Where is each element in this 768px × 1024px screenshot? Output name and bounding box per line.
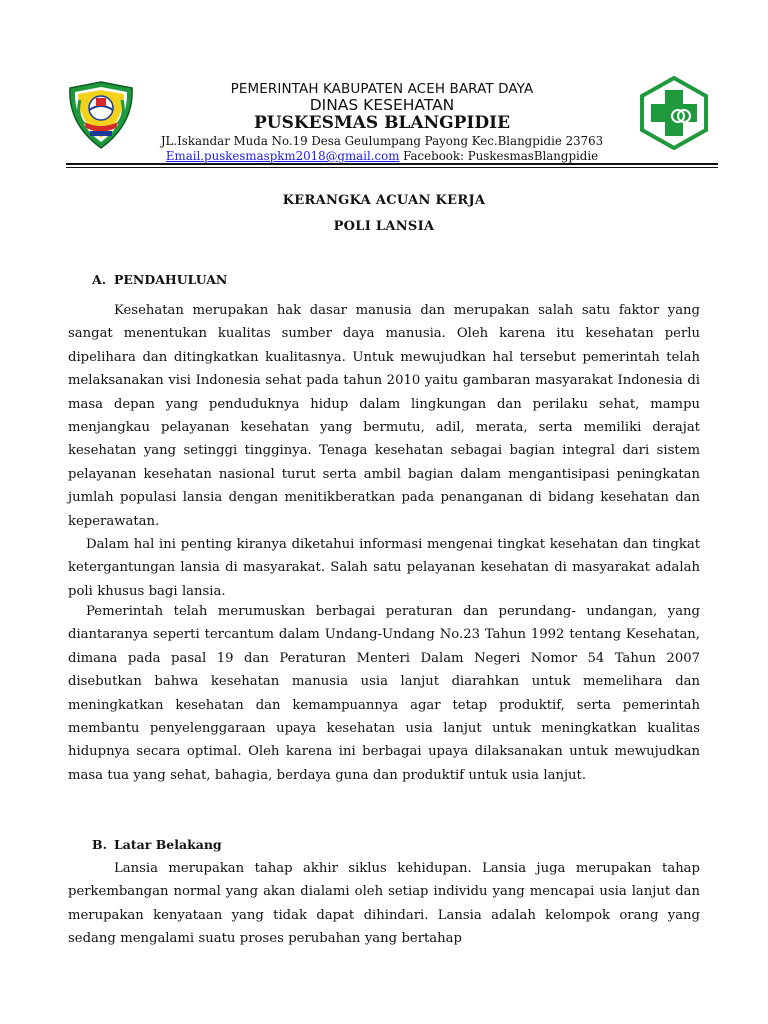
section-b-title: Latar Belakang bbox=[114, 837, 222, 852]
regency-coat-of-arms-icon bbox=[66, 80, 136, 150]
letterhead-institution: PUSKESMAS BLANGPIDIE bbox=[253, 113, 511, 133]
letterhead-divider-thick bbox=[66, 163, 718, 165]
section-b-label: B. bbox=[92, 837, 107, 852]
letterhead-address: JL.Iskandar Muda No.19 Desa Geulumpang Payong Kec.Blangpidie 23763 bbox=[160, 134, 604, 148]
letterhead-government: PEMERINTAH KABUPATEN ACEH BARAT DAYA bbox=[230, 81, 534, 97]
section-a-paragraph-2: Dalam hal ini penting kiranya diketahui informasi mengenai tingkat kesehatan dan tingkat ketergantungan lansia di masyarakat. Salah satu pelayanan kesehatan di masyarakat adalah poli khusus bagi lansia. bbox=[68, 537, 700, 599]
health-cross-emblem-icon bbox=[638, 76, 710, 150]
letterhead-divider-thin bbox=[66, 167, 718, 168]
document-title: KERANGKA ACUAN KERJA bbox=[282, 193, 486, 208]
section-b-heading bbox=[92, 837, 222, 852]
letterhead-department: DINAS KESEHATAN bbox=[309, 96, 455, 114]
letterhead-contact bbox=[140, 149, 624, 163]
section-a-paragraph-3: Pemerintah telah merumuskan berbagai peraturan dan perundang- undangan, yang diantaranya seperti tercantum dalam Undang-Undang No.23 Tahun 1992 tentang Kesehatan, dimana pada pasal 19 dan Peraturan Menteri Dalam Negeri Nomor 54 Tahun 2007 disebutkan bahwa kesehatan manusia usia lanjut diarahkan untuk memelihara dan meningkatkan kesehatan dan kemampuannya agar tetap produktif, serta pemerintah membantu penyelenggaraan upaya kesehatan usia lanjut untuk meningkatkan kualitas hidupnya secara optimal. Oleh karena ini berbagai upaya dilaksanakan untuk mewujudkan masa tua yang sehat, bahagia, berdaya guna dan produktif untuk usia lanjut. bbox=[68, 604, 700, 783]
section-a-title: PENDAHULUAN bbox=[114, 272, 228, 287]
section-b-paragraph-1: Lansia merupakan tahap akhir siklus kehidupan. Lansia juga merupakan tahap perkembangan normal yang akan dialami oleh setiap individu yang mencapai usia lanjut dan merupakan kenyataan yang tidak dapat dihindari. Lansia adalah kelompok orang yang sedang mengalami suatu proses perubahan yang bertahap bbox=[68, 861, 700, 947]
document-subtitle: POLI LANSIA bbox=[333, 219, 435, 234]
email-link[interactable]: Email.puskesmaspkm2018@gmail.com bbox=[165, 149, 400, 163]
section-a-paragraph-1: Kesehatan merupakan hak dasar manusia dan merupakan salah satu faktor yang sangat menentukan kualitas sumber daya manusia. Oleh karena itu kesehatan perlu dipelihara dan ditingkatkan kualitasnya. Untuk mewujudkan hal tersebut pemerintah telah melaksanakan visi Indonesia sehat pada tahun 2010 yaitu gambaran masyarakat Indonesia di masa depan yang penduduknya hidup dalam lingkungan dan perilaku sehat, mampu menjangkau pelayanan kesehatan yang bermutu, adil, merata, serta memiliki derajat kesehatan yang setinggi tingginya. Tenaga kesehatan sebagai bagian integral dari sistem pelayanan kesehatan nasional turut serta ambil bagian dalam mengantisipasi peningkatan jumlah populasi lansia dengan menitikberatkan pada penanganan di bidang kesehatan dan keperawatan. bbox=[68, 303, 700, 529]
section-a-label: A. bbox=[92, 272, 107, 287]
section-a-heading bbox=[92, 272, 227, 287]
facebook-text: Facebook: PuskesmasBlangpidie bbox=[403, 149, 599, 163]
